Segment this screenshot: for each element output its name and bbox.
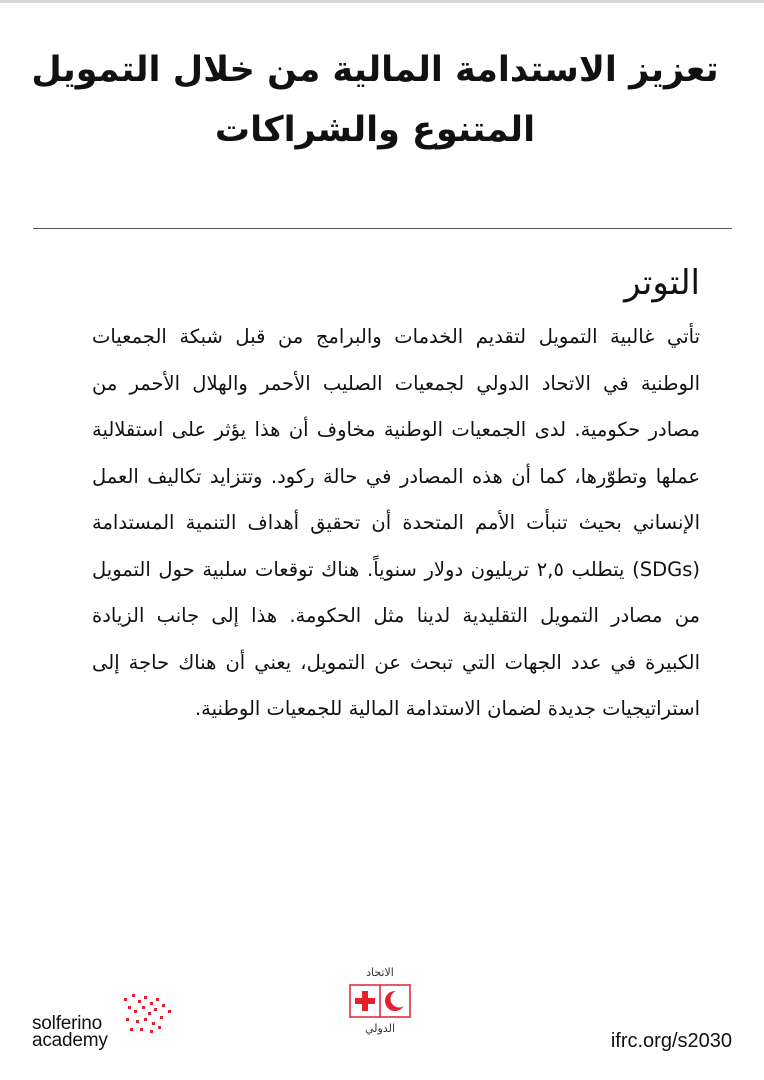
body-paragraph: تأتي غالبية التمويل لتقديم الخدمات والبرامج من قبل شبكة الجمعيات الوطنية في الاتحاد الدولي لجمعيات الصليب الأحمر والهلال الأحمر من مصادر حكومية. لدى الجمعيات الوطنية مخاوف أن هذا يؤثر على استقلالية عملها وتطوّرها، كما أن هذه المصادر في حالة ركود. وتتزايد تكاليف العمل الإنساني بحيث تنبأت الأمم المتحدة أن تحقيق أهداف التنمية المستدامة (SDGs) يتطلب ٢,٥ تريليون دولار سنوياً. هناك توقعات سلبية حول التمويل من مصادر التمويل التقليدية لدينا مثل الحكومة. هذا إلى جانب الزيادة الكبيرة في عدد الجهات التي تبحث عن التمويل، يعني أن هناك حاجة إلى استراتيجيات جديدة لضمان الاستدامة المالية للجمعيات الوطنية. [92,325,700,720]
page-title: تعزيز الاستدامة المالية من خلال التمويل المتنوع والشراكات [31,50,719,150]
divider [33,228,732,229]
top-edge [0,0,764,3]
section-heading: التوتر [624,263,700,303]
footer-url[interactable]: ifrc.org/s2030 [610,1030,732,1052]
ifrc-logo [340,966,420,1066]
solferino-academy-logo [32,990,202,1060]
academy-name-line1: solferino [32,1013,103,1034]
ifrc-logo-bottom-text: الدولي [364,1022,395,1035]
red-cross-red-crescent-icon [349,984,411,1018]
ifrc-logo-top-text: الاتحاد [366,966,394,979]
academy-name-line2: academy [32,1030,108,1051]
solferino-dots-icon [122,990,176,1034]
academy-name [32,1015,108,1049]
